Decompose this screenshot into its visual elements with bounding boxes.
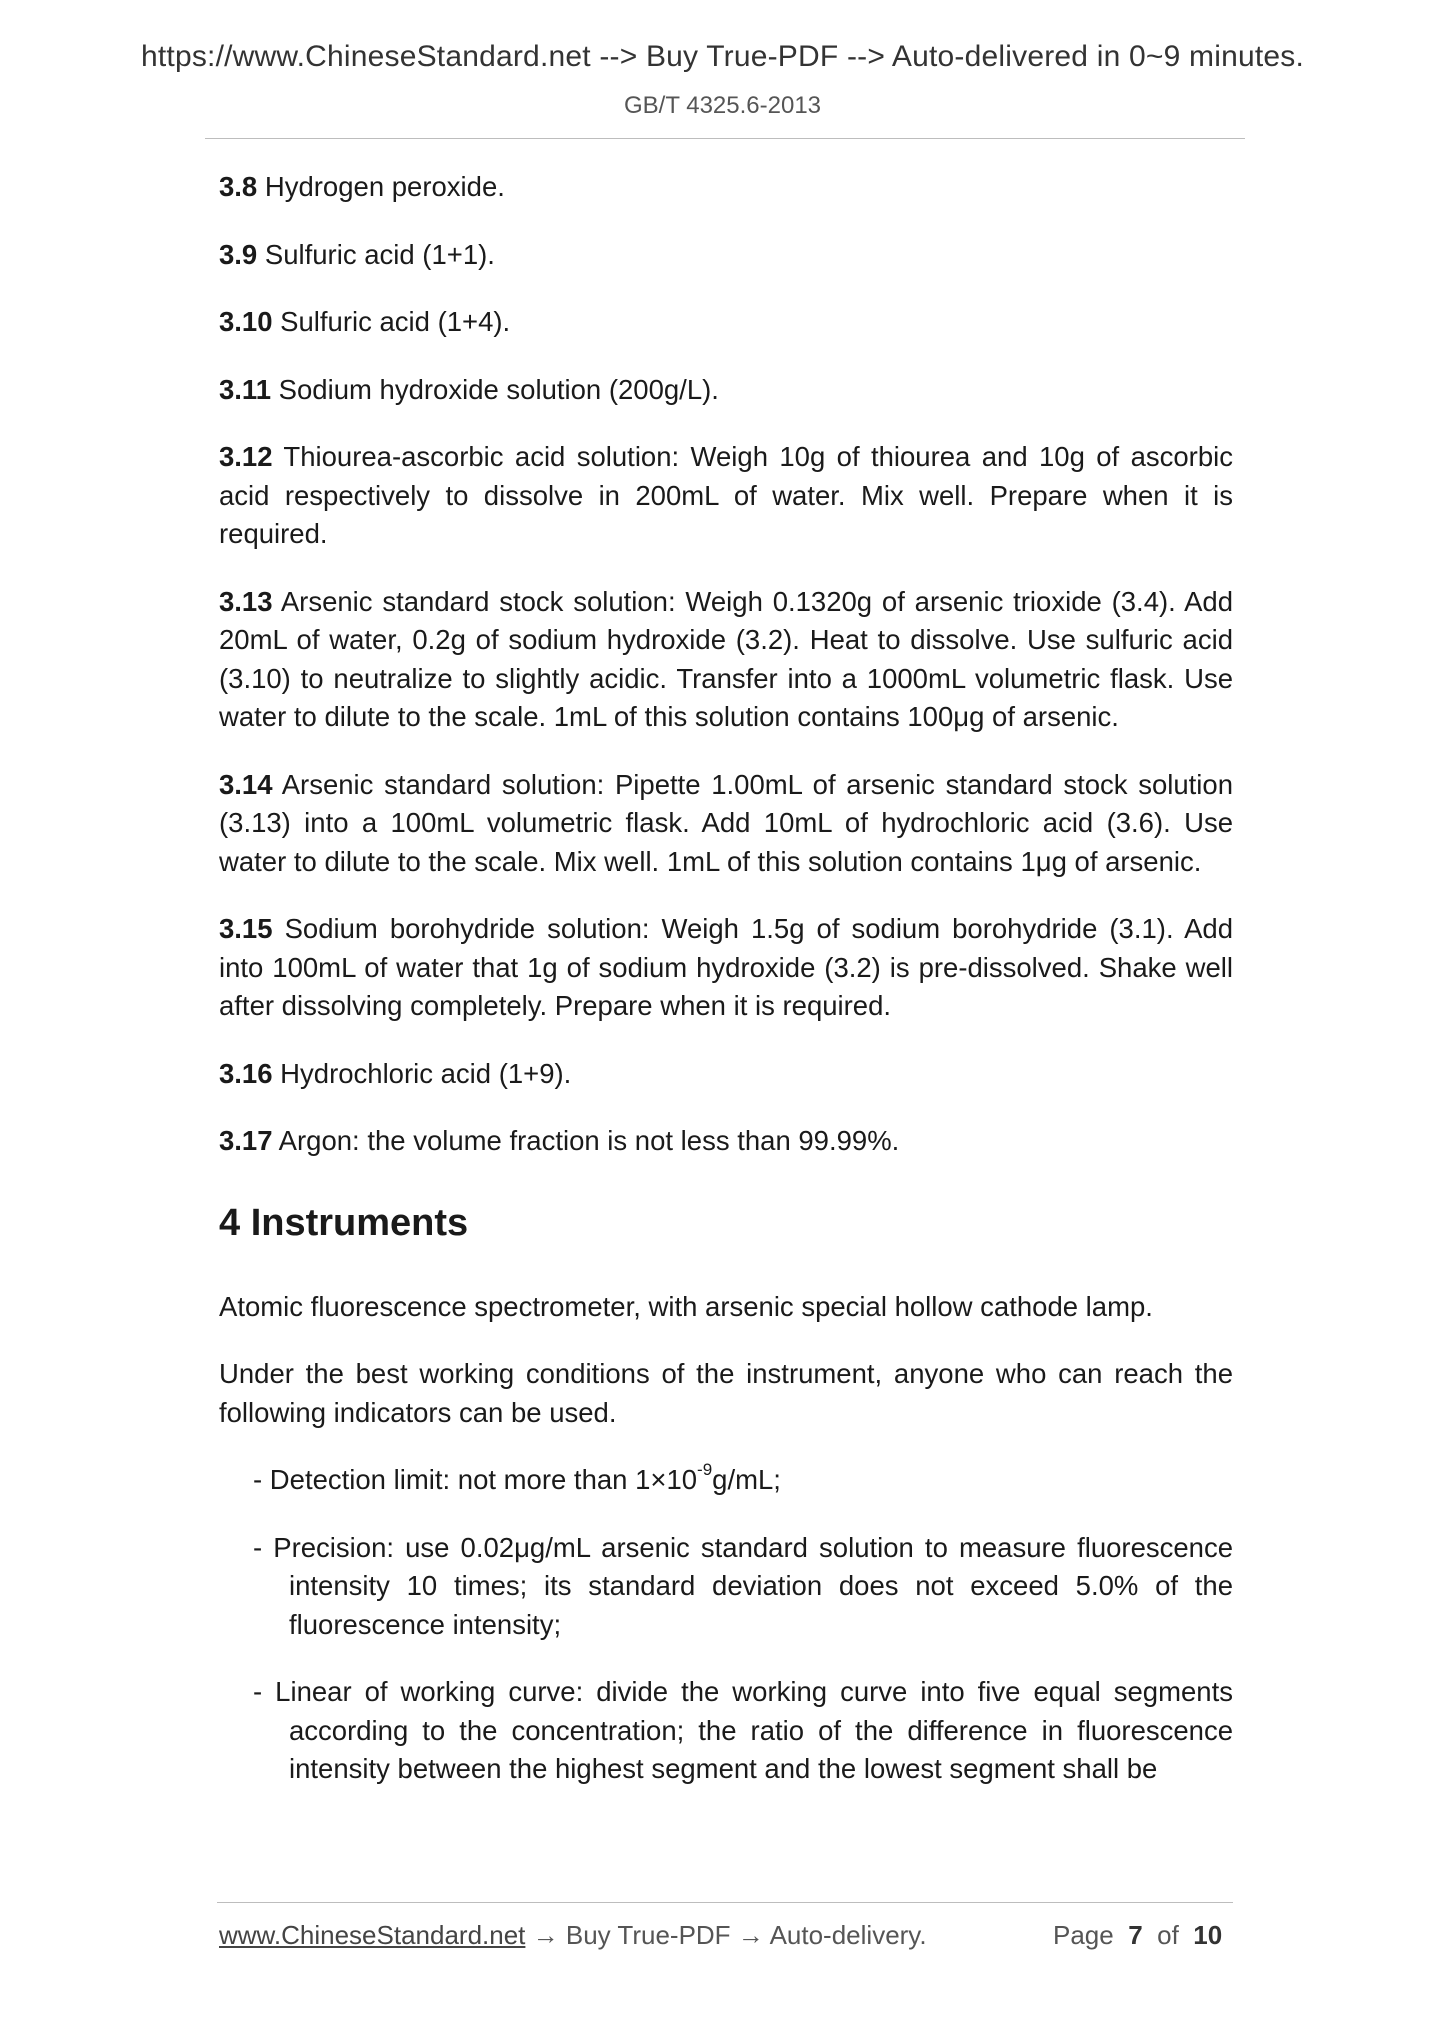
item-3-11 xyxy=(219,371,1233,410)
page-number: 7 xyxy=(1128,1920,1143,1950)
page-total: 10 xyxy=(1193,1920,1223,1950)
item-text: Arsenic standard stock solution: Weigh 0.1320g of arsenic trioxide (3.4). Add 20mL of water, 0.2g of sodium hydroxide (3.2). Heat to dissolve. Use sulfuric acid (3.10) to neutralize to slightly acidic. Transfer into a 1000mL volumetric flask. Use water to dilute to the scale. 1mL of this solution contains 100μg of arsenic. xyxy=(219,585,1234,732)
item-3-10 xyxy=(219,303,1233,342)
item-text: Sulfuric acid (1+4). xyxy=(280,306,511,337)
item-3-15 xyxy=(219,910,1233,1026)
item-text: Hydrochloric acid (1+9). xyxy=(280,1057,572,1089)
item-number: 3.9 xyxy=(219,238,258,270)
page-content xyxy=(219,168,1233,1818)
item-text: Hydrogen peroxide. xyxy=(264,171,505,202)
item-number: 3.11 xyxy=(219,373,272,405)
item-3-17 xyxy=(219,1122,1233,1161)
item-number: 3.12 xyxy=(219,441,273,472)
bullet-unit: g/mL; xyxy=(712,1464,781,1495)
exponent: -9 xyxy=(697,1459,713,1479)
item-3-9 xyxy=(219,236,1233,275)
section-heading: 4 Instruments xyxy=(219,1201,469,1244)
header-divider xyxy=(205,138,1245,139)
item-3-13 xyxy=(219,583,1233,737)
page-word: Page xyxy=(1053,1920,1114,1950)
footer-divider xyxy=(217,1902,1233,1903)
item-number: 3.10 xyxy=(219,306,273,337)
item-text: Arsenic standard solution: Pipette 1.00mL of arsenic standard stock solution (3.13) into a 100mL volumetric flask. Add 10mL of hydrochloric acid (3.6). Use water to dilute to the scale. Mix well. 1mL of this solution contains 1μg of arsenic. xyxy=(219,768,1233,877)
item-number: 3.8 xyxy=(219,171,258,202)
footer-tail: → Buy True-PDF → Auto-delivery. xyxy=(525,1920,927,1950)
item-text: Sulfuric acid (1+1). xyxy=(264,238,495,270)
item-3-16 xyxy=(219,1055,1233,1094)
bullet-detection-limit xyxy=(253,1461,1233,1500)
bullet-precision: - Precision: use 0.02μg/mL arsenic standard solution to measure fluorescence intensity 10 times; its standard deviation does not exceed 5.0% of the fluorescence intensity; xyxy=(253,1531,1233,1640)
item-3-8 xyxy=(219,168,1233,207)
item-number: 3.16 xyxy=(219,1057,273,1089)
item-text: Argon: the volume fraction is not less than 99.99%. xyxy=(278,1125,900,1156)
item-3-12 xyxy=(219,438,1233,554)
footer-left xyxy=(219,1920,927,1951)
item-text: Thiourea-ascorbic acid solution: Weigh 10g of thiourea and 10g of ascorbic acid respectively to dissolve in 200mL of water. Mix well. Prepare when it is required. xyxy=(219,441,1233,549)
of-word: of xyxy=(1157,1920,1179,1950)
item-number: 3.14 xyxy=(219,768,273,800)
footer-link[interactable]: www.ChineseStandard.net xyxy=(219,1920,526,1950)
page-indicator xyxy=(1053,1920,1222,1951)
item-number: 3.13 xyxy=(219,585,273,617)
bullet-text: - Detection limit: not more than 1×10 xyxy=(253,1464,698,1495)
item-3-14 xyxy=(219,766,1233,882)
conditions-paragraph: Under the best working conditions of the instrument, anyone who can reach the following indicators can be used. xyxy=(219,1358,1233,1428)
instruments-paragraph: Atomic fluorescence spectrometer, with arsenic special hollow cathode lamp. xyxy=(219,1290,1153,1322)
item-number: 3.17 xyxy=(219,1125,273,1156)
item-text: Sodium hydroxide solution (200g/L). xyxy=(278,373,719,405)
header-url-line: https://www.ChineseStandard.net --> Buy True-PDF --> Auto-delivered in 0~9 minutes. xyxy=(141,40,1304,73)
item-text: Sodium borohydride solution: Weigh 1.5g of sodium borohydride (3.1). Add into 100mL of water that 1g of sodium hydroxide (3.2) is pre-dissolved. Shake well after dissolving completely. Prepare when it is required. xyxy=(219,913,1234,1021)
item-number: 3.15 xyxy=(219,913,273,944)
bullet-linearity: - Linear of working curve: divide the working curve into five equal segments according to the concentration; the ratio of the difference in fluorescence intensity between the highest segment and the lowest segment shall be xyxy=(253,1676,1233,1784)
standard-code: GB/T 4325.6-2013 xyxy=(623,92,822,119)
